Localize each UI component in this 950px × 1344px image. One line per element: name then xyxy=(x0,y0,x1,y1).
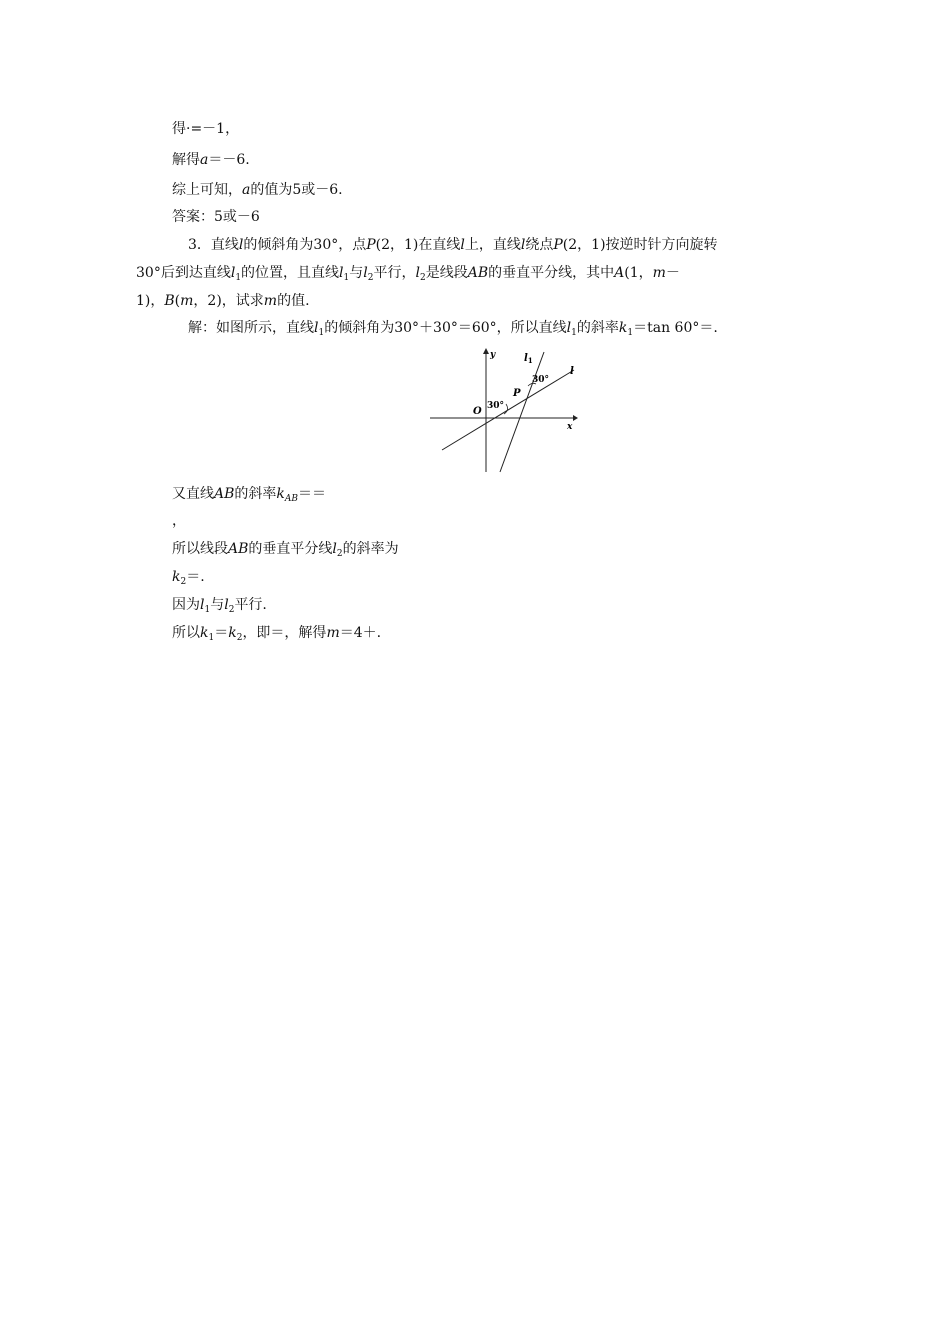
problem-line: 3．直线l的倾斜角为30°，点P(2，1)在直线l上，直线l绕点P(2，1)按逆时针方向旋转 xyxy=(188,237,718,253)
problem-line: 1)，B(m，2)，试求m的值. xyxy=(136,293,310,309)
line-l1-label: $l_1$ xyxy=(524,353,533,365)
figure-svg xyxy=(428,346,578,474)
problem-line: 30°后到达直线$l_1$的位置，且直线$l_1$与$l_2$平行，$l_2$是线段AB的垂直平分线，其中A(1，m－ xyxy=(136,265,680,283)
solution-line: 所以$k_1=k_2$，即＝，解得m＝4＋. xyxy=(172,625,382,643)
origin-label: O xyxy=(473,406,482,417)
y-axis-label: y xyxy=(490,350,496,360)
solution-line: 又直线AB的斜率$k_{AB}==$ xyxy=(172,486,327,504)
text-line: 解得a＝－6. xyxy=(172,152,250,168)
text-line: 综上可知，a的值为5或－6. xyxy=(172,182,343,198)
solution-line: ， xyxy=(172,513,186,529)
angle-label-bottom: 30° xyxy=(487,401,505,411)
x-axis-arrow xyxy=(573,415,578,421)
x-axis-label: x xyxy=(567,422,573,432)
y-axis-arrow xyxy=(483,348,489,354)
solution-line: $k_2=$. xyxy=(172,569,205,587)
text-line: 答案：5或－6 xyxy=(172,209,260,225)
text-line: 得·=－1， xyxy=(172,121,240,137)
line-l-label: l xyxy=(570,366,574,377)
point-p-label: P xyxy=(513,388,521,399)
solution-line: 所以线段AB的垂直平分线$l_2$的斜率为 xyxy=(172,541,399,559)
solution-line: 解：如图所示，直线$l_1$的倾斜角为30°＋30°＝60°，所以直线$l_1$的斜率$k_1=\tan$ 60°＝. xyxy=(188,320,718,338)
line-l xyxy=(442,370,574,450)
solution-line: 因为$l_1$与$l_2$平行. xyxy=(172,597,267,615)
angle-label-top: 30° xyxy=(532,375,550,385)
coordinate-figure xyxy=(428,346,578,474)
